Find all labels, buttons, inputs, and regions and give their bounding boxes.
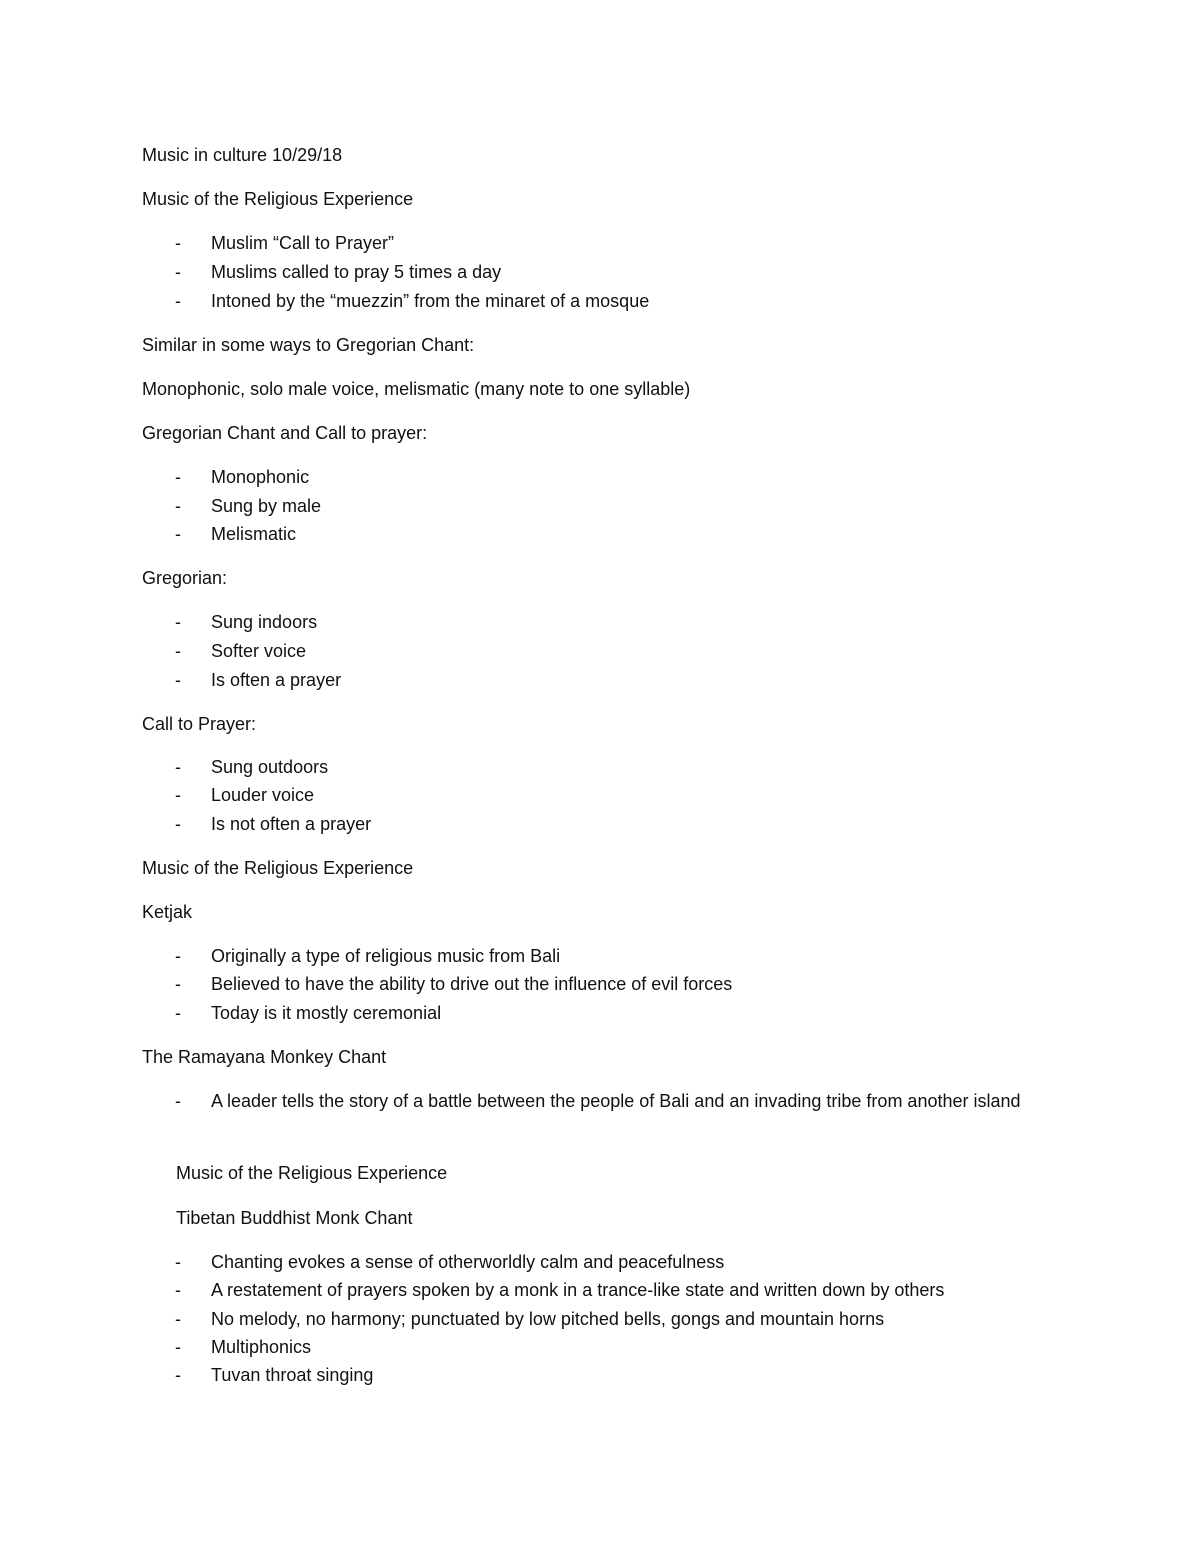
list-item: Today is it mostly ceremonial: [211, 1003, 442, 1023]
list-item: Sung outdoors: [211, 757, 329, 777]
paragraph: The Ramayana Monkey Chant: [142, 1047, 387, 1067]
paragraph: Music of the Religious Experience: [142, 189, 414, 209]
bullet-dash: -: [175, 814, 181, 834]
bullet-dash: -: [175, 974, 181, 994]
bullet-dash: -: [175, 1337, 181, 1357]
list-item: Believed to have the ability to drive out the influence of evil forces: [211, 974, 733, 994]
bullet-dash: -: [175, 1252, 181, 1272]
list-item: Louder voice: [211, 785, 315, 805]
bullet-dash: -: [175, 1003, 181, 1023]
paragraph: Similar in some ways to Gregorian Chant:: [142, 335, 475, 355]
paragraph: Gregorian Chant and Call to prayer:: [142, 423, 428, 443]
bullet-dash: -: [175, 946, 181, 966]
bullet-dash: -: [175, 524, 181, 544]
bullet-dash: -: [175, 785, 181, 805]
list-item: Originally a type of religious music from Bali: [211, 946, 561, 966]
list-item: Muslims called to pray 5 times a day: [211, 262, 502, 282]
list-item: Softer voice: [211, 641, 307, 661]
paragraph: Call to Prayer:: [142, 714, 257, 734]
paragraph: Tibetan Buddhist Monk Chant: [176, 1208, 413, 1228]
bullet-dash: -: [175, 1309, 181, 1329]
list-item: Monophonic: [211, 467, 310, 487]
list-item: Chanting evokes a sense of otherworldly calm and peacefulness: [211, 1252, 725, 1272]
list-item: Sung indoors: [211, 612, 318, 632]
list-item: No melody, no harmony; punctuated by low pitched bells, gongs and mountain horns: [211, 1309, 885, 1329]
bullet-dash: -: [175, 262, 181, 282]
bullet-dash: -: [175, 1365, 181, 1385]
list-item: Intoned by the “muezzin” from the minaret of a mosque: [211, 291, 650, 311]
list-item: Is often a prayer: [211, 670, 342, 690]
list-item: Multiphonics: [211, 1337, 312, 1357]
bullet-dash: -: [175, 496, 181, 516]
list-item: Muslim “Call to Prayer”: [211, 233, 395, 253]
bullet-dash: -: [175, 467, 181, 487]
paragraph: Monophonic, solo male voice, melismatic (many note to one syllable): [142, 379, 691, 399]
document-title: Music in culture 10/29/18: [142, 145, 343, 165]
bullet-dash: -: [175, 670, 181, 690]
list-item: Melismatic: [211, 524, 297, 544]
bullet-dash: -: [175, 291, 181, 311]
bullet-dash: -: [175, 641, 181, 661]
bullet-dash: -: [175, 1280, 181, 1300]
paragraph: Music of the Religious Experience: [176, 1163, 448, 1183]
bullet-dash: -: [175, 612, 181, 632]
list-item: Is not often a prayer: [211, 814, 372, 834]
bullet-dash: -: [175, 233, 181, 253]
paragraph: Gregorian:: [142, 568, 228, 588]
list-item: A leader tells the story of a battle between the people of Bali and an invading tribe from another island: [211, 1091, 1021, 1111]
list-item: Sung by male: [211, 496, 322, 516]
bullet-dash: -: [175, 757, 181, 777]
paragraph: Music of the Religious Experience: [142, 858, 414, 878]
bullet-dash: -: [175, 1091, 181, 1111]
list-item: A restatement of prayers spoken by a monk in a trance-like state and written down by others: [211, 1280, 945, 1300]
list-item: Tuvan throat singing: [211, 1365, 374, 1385]
paragraph: Ketjak: [142, 902, 193, 922]
